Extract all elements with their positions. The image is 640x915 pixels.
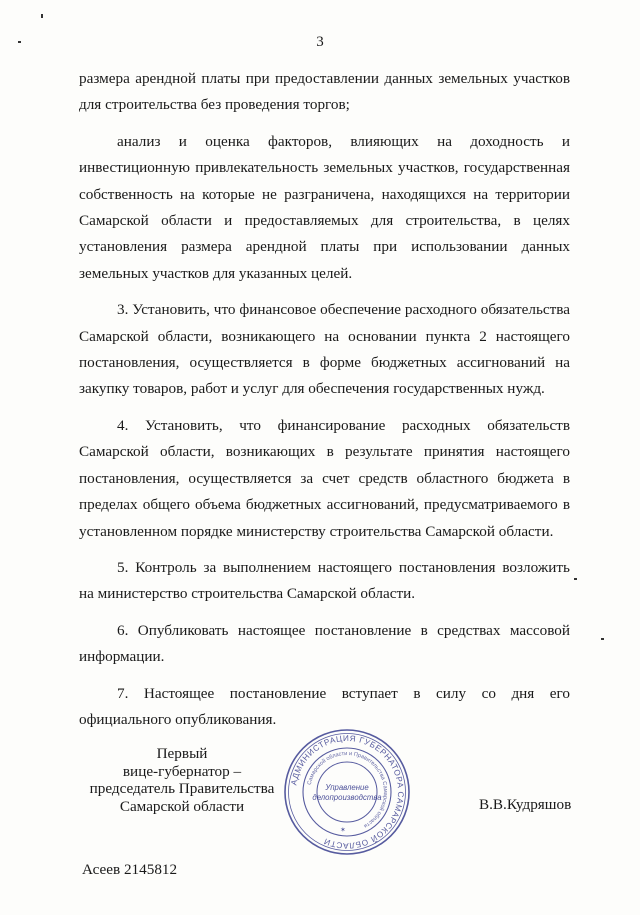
paragraph-item-3: 3. Установить, что финансовое обеспечение расходного обязательства Самарской области, возникающего на основании пункта 2 настоящего постановления, осуществляется в форме бюджетных ассигнований на закупку товаров, работ и услуг для обеспечения государственных нужд. — [79, 301, 570, 398]
seal-star-icon: ✶ — [340, 826, 346, 834]
paragraph-continuation: размера арендной платы при предоставлении данных земельных участков для строительства без проведения торгов; — [79, 70, 570, 114]
paragraph-item-6: 6. Опубликовать настоящее постановление в средствах массовой информации. — [79, 621, 570, 666]
scan-mark — [41, 14, 43, 18]
paragraph-item-5: 5. Контроль за выполнением настоящего постановления возложить на министерство строительства Самарской области. — [79, 558, 570, 603]
seal-center-line: Управление — [325, 783, 369, 792]
seal-center-line: делопроизводства — [312, 793, 382, 802]
scan-mark — [601, 638, 604, 640]
paragraph-analysis: анализ и оценка факторов, влияющих на доходность и инвестиционную привлекательность земельных участков, государственная собственность на которые не разграничена, находящихся на территории Самарской области и предоставляемых для строительства, в целях установления размера арендной платы при использовании данных земельных участков для указанных целей. — [79, 132, 570, 282]
signatory-title-line: вице-губернатор – — [122, 762, 242, 780]
signatory-name: В.В.Кудряшов — [479, 796, 572, 813]
signatory-title-line: председатель Правительства — [89, 780, 275, 797]
official-seal-icon — [283, 728, 411, 856]
document-body — [79, 66, 570, 733]
executor-info: Асеев 2145812 — [82, 861, 178, 878]
paragraph-item-4: 4. Установить, что финансирование расходных обязательств Самарской области, возникающих в результате принятия настоящего постановления, осуществляется за счет средств областного бюджета в пределах общего объема бюджетных ассигнований, предусматриваемого в установленном порядке министерству строительства Самарской области. — [79, 416, 570, 540]
signatory-title — [82, 745, 282, 815]
scan-mark — [574, 578, 577, 580]
signatory-title-line: Первый — [156, 745, 208, 762]
seal-inner-text: Самарской области и Правительства Самарской области — [306, 750, 389, 829]
page-number: 3 — [316, 34, 324, 50]
signatory-title-line: Самарской области — [119, 797, 245, 815]
paragraph-item-7: 7. Настоящее постановление вступает в силу со дня его официального опубликования. — [79, 684, 570, 728]
seal-outer-text: АДМИНИСТРАЦИЯ ГУБЕРНАТОРА САМАРСКОЙ ОБЛАСТИ — [289, 733, 406, 851]
